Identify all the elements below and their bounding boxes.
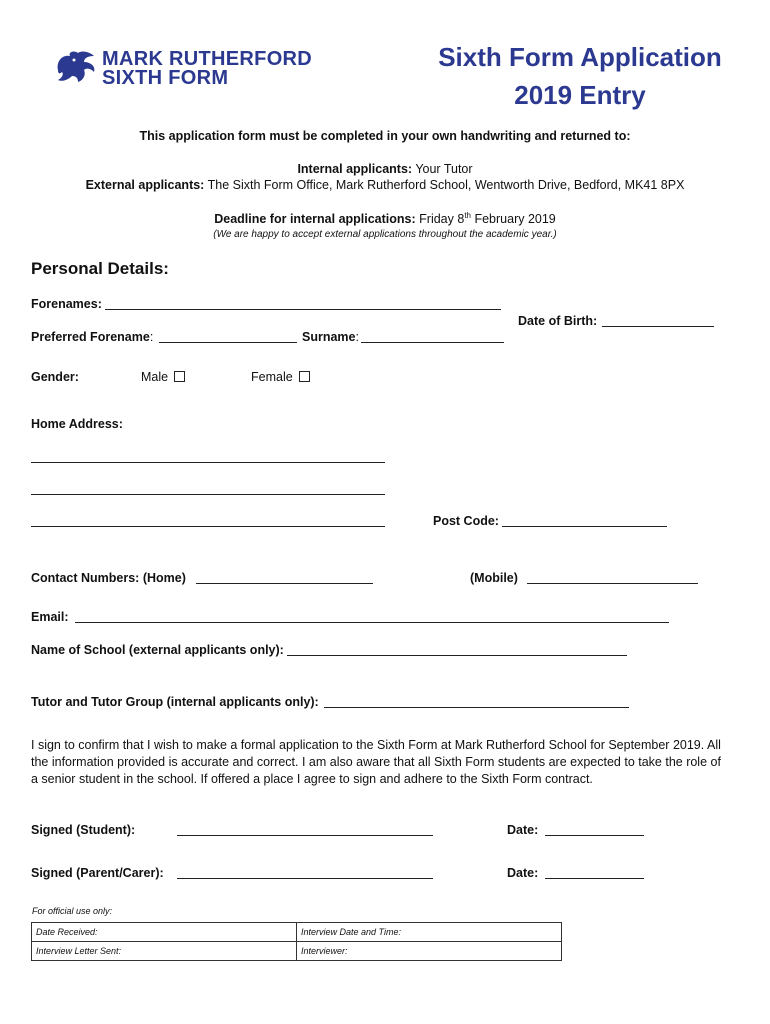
email-field[interactable] [75, 622, 669, 623]
external-label: External applicants: [85, 178, 205, 192]
female-checkbox[interactable] [299, 371, 310, 382]
preferred-forename-text: Preferred Forename [31, 330, 150, 344]
title-line-2: 2019 Entry [514, 80, 646, 110]
external-note: (We are happy to accept external applications throughout the academic year.) [213, 229, 557, 240]
contact-home-field[interactable] [196, 583, 373, 584]
male-label: Male [141, 370, 169, 384]
contact-home-label: Contact Numbers: (Home) [31, 571, 186, 585]
address-line-3[interactable] [31, 526, 385, 527]
griffin-emblem-icon [54, 50, 98, 84]
logo-line-1: MARK RUTHERFORD [102, 48, 313, 70]
surname-text: Surname [302, 330, 356, 344]
forenames-field[interactable] [105, 309, 501, 310]
home-address-label: Home Address: [31, 417, 123, 431]
logo-line-2: SIXTH FORM [102, 67, 229, 89]
intro-text: This application form must be completed in your own handwriting and returned to: [139, 129, 631, 143]
female-label: Female [251, 370, 293, 384]
gender-label: Gender: [31, 370, 79, 384]
external-applicants-line [0, 178, 770, 192]
contact-mobile-field[interactable] [527, 583, 698, 584]
male-checkbox[interactable] [174, 371, 185, 382]
gender-male-option [141, 370, 185, 384]
surname-field[interactable] [361, 342, 504, 343]
date-parent-field[interactable] [545, 878, 644, 879]
deadline-label: Deadline for internal applications: [214, 212, 416, 227]
internal-value: Your Tutor [415, 162, 473, 176]
external-value: The Sixth Form Office, Mark Rutherford School, Wentworth Drive, Bedford, MK41 8PX [207, 178, 685, 192]
address-line-1[interactable] [31, 462, 385, 463]
preferred-forename-colon: : [149, 330, 154, 344]
school-label: Name of School (external applicants only): [31, 643, 284, 657]
interview-date-cell: Interview Date and Time: [297, 923, 562, 942]
date-received-cell: Date Received: [32, 923, 297, 942]
signed-student-label: Signed (Student): [31, 823, 136, 837]
logo-text [102, 50, 312, 88]
section-heading: Personal Details: [31, 259, 169, 278]
letter-sent-cell: Interview Letter Sent: [32, 942, 297, 961]
postcode-field[interactable] [502, 526, 667, 527]
deadline-value-sup: th [464, 211, 471, 220]
email-label: Email: [31, 610, 69, 624]
internal-label: Internal applicants: [297, 162, 413, 176]
page-title [400, 38, 760, 114]
declaration-text: I sign to confirm that I wish to make a formal application to the Sixth Form at Mark Rutherford School for September 2019. All the information provided is accurate and correct. I am also aware that all Sixth Form students are expected to take the role of a senior student in the school. If offered a place I agree to sign and adhere to the Sixth Form contract. [31, 738, 721, 786]
tutor-label: Tutor and Tutor Group (internal applicants only): [31, 695, 319, 709]
signed-student-field[interactable] [177, 835, 433, 836]
deadline-value [419, 212, 556, 226]
dob-field[interactable] [602, 326, 714, 327]
date-student-label: Date: [507, 823, 539, 837]
school-logo [52, 44, 352, 104]
address-line-2[interactable] [31, 494, 385, 495]
surname-label [302, 330, 359, 344]
surname-colon: : [355, 330, 359, 344]
table-row [32, 923, 562, 942]
interviewer-cell: Interviewer: [297, 942, 562, 961]
postcode-label: Post Code: [433, 514, 499, 528]
official-use-heading: For official use only: [32, 906, 113, 916]
contact-mobile-label: (Mobile) [470, 571, 518, 585]
deadline-value-post: February 2019 [470, 212, 556, 227]
gender-female-option [251, 370, 310, 384]
internal-applicants-line [0, 162, 770, 176]
table-row [32, 942, 562, 961]
official-use-table [31, 922, 562, 961]
forenames-label: Forenames: [31, 297, 102, 311]
date-student-field[interactable] [545, 835, 644, 836]
preferred-forename-label [31, 330, 153, 344]
school-field[interactable] [287, 655, 627, 656]
preferred-forename-field[interactable] [159, 342, 297, 343]
title-line-1: Sixth Form Application [438, 42, 722, 72]
tutor-field[interactable] [324, 707, 629, 708]
date-parent-label: Date: [507, 866, 539, 880]
deadline-line [0, 211, 770, 226]
deadline-value-pre: Friday 8 [419, 212, 465, 227]
dob-label: Date of Birth: [518, 314, 598, 328]
signed-parent-field[interactable] [177, 878, 433, 879]
signed-parent-label: Signed (Parent/Carer): [31, 866, 164, 880]
